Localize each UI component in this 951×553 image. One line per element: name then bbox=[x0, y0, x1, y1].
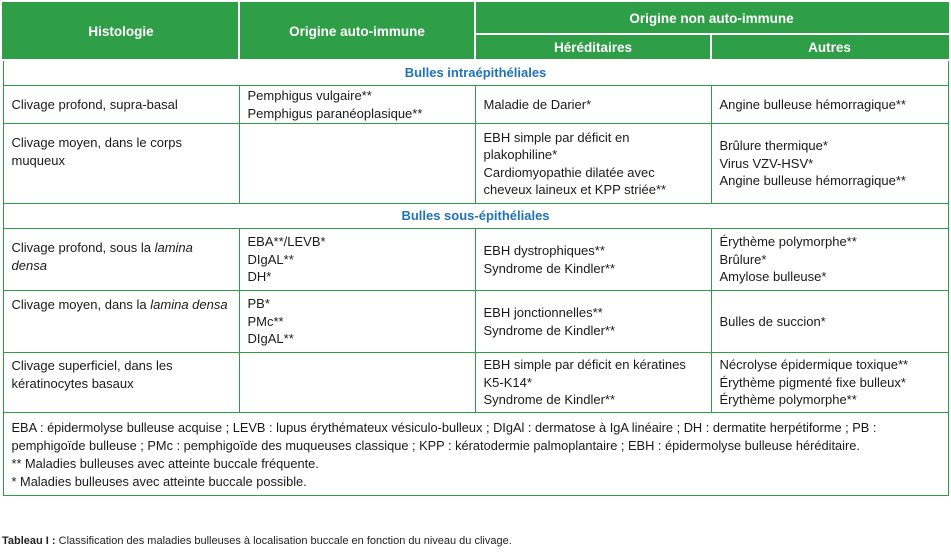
caption-text: Classification des maladies bulleuses à localisation buccale en fonction du niveau du clivage. bbox=[55, 535, 512, 547]
cell-autres: Angine bulleuse hémorragique** bbox=[711, 86, 948, 124]
section-bulles-sous-epitheliales: Bulles sous-épithéliales bbox=[3, 204, 948, 229]
histologie-text: Clivage moyen, dans la bbox=[11, 297, 151, 312]
cell-autres: Nécrolyse épidermique toxique** Érythème pigmenté fixe bulleux* Érythème polymorphe** bbox=[711, 353, 948, 413]
cell-auto-immune bbox=[239, 353, 475, 413]
cell-histologie: Clivage moyen, dans le corps muqueux bbox=[3, 124, 239, 204]
cell-autres: Érythème polymorphe** Brûlure* Amylose bulleuse* bbox=[711, 229, 948, 291]
cell-autres: Bulles de succion* bbox=[711, 291, 948, 353]
histologie-emphasis: lamina densa bbox=[150, 297, 228, 312]
table-caption bbox=[2, 535, 512, 547]
cell-histologie: Clivage superficiel, dans les kératinocytes basaux bbox=[3, 353, 239, 413]
cell-auto-immune bbox=[239, 124, 475, 204]
table-row bbox=[3, 86, 948, 124]
header-hereditaires: Héréditaires bbox=[475, 34, 711, 60]
cell-auto-immune: Pemphigus vulgaire** Pemphigus paranéoplasique** bbox=[239, 86, 475, 124]
table-row bbox=[3, 124, 948, 204]
cell-auto-immune: EBA**/LEVB* DIgAL** DH* bbox=[239, 229, 475, 291]
double-star-note: ** Maladies bulleuses avec atteinte buccale fréquente. bbox=[11, 456, 319, 471]
caption-label: Tableau I : bbox=[2, 535, 56, 547]
cell-hereditaires: EBH dystrophiques** Syndrome de Kindler** bbox=[475, 229, 711, 291]
classification-table bbox=[2, 2, 949, 496]
table-container bbox=[2, 2, 947, 496]
abbreviations-note: EBA : épidermolyse bulleuse acquise ; LEVB : lupus érythémateux vésiculo-bulleux ; DIgAl : dermatose à IgA linéaire ; DH : dermatite herpétiforme ; PB : pemphigoïde bulleuse ; PMc : pemphigoïde des muqueuses classique ; KPP : kératodermie palmoplantaire ; EBH : épidermolyse bulleuse héréditaire. bbox=[11, 420, 877, 453]
header-origine-non-auto-immune: Origine non auto-immune bbox=[475, 3, 948, 34]
header-autres: Autres bbox=[711, 34, 948, 60]
cell-histologie: Clivage profond, supra-basal bbox=[3, 86, 239, 124]
table-footnotes bbox=[3, 413, 948, 496]
single-star-note: * Maladies bulleuses avec atteinte buccale possible. bbox=[11, 474, 307, 489]
cell-autres: Brûlure thermique* Virus VZV-HSV* Angine bulleuse hémorragique** bbox=[711, 124, 948, 204]
table-row bbox=[3, 353, 948, 413]
cell-histologie bbox=[3, 229, 239, 291]
cell-hereditaires: EBH simple par déficit en plakophiline* Cardiomyopathie dilatée avec cheveux laineux et KPP striée** bbox=[475, 124, 711, 204]
section-bulles-intraepitheliales: Bulles intraépithéliales bbox=[3, 60, 948, 86]
cell-hereditaires: EBH jonctionnelles** Syndrome de Kindler** bbox=[475, 291, 711, 353]
cell-hereditaires: Maladie de Darier* bbox=[475, 86, 711, 124]
cell-histologie bbox=[3, 291, 239, 353]
table-row bbox=[3, 229, 948, 291]
cell-hereditaires: EBH simple par déficit en kératines K5-K14* Syndrome de Kindler** bbox=[475, 353, 711, 413]
header-histologie: Histologie bbox=[3, 3, 239, 60]
table-row bbox=[3, 291, 948, 353]
header-origine-auto-immune: Origine auto-immune bbox=[239, 3, 475, 60]
cell-auto-immune: PB* PMc** DIgAL** bbox=[239, 291, 475, 353]
histologie-emphasis: lamina densa bbox=[11, 240, 193, 273]
histologie-text: Clivage profond, sous la bbox=[11, 240, 155, 255]
